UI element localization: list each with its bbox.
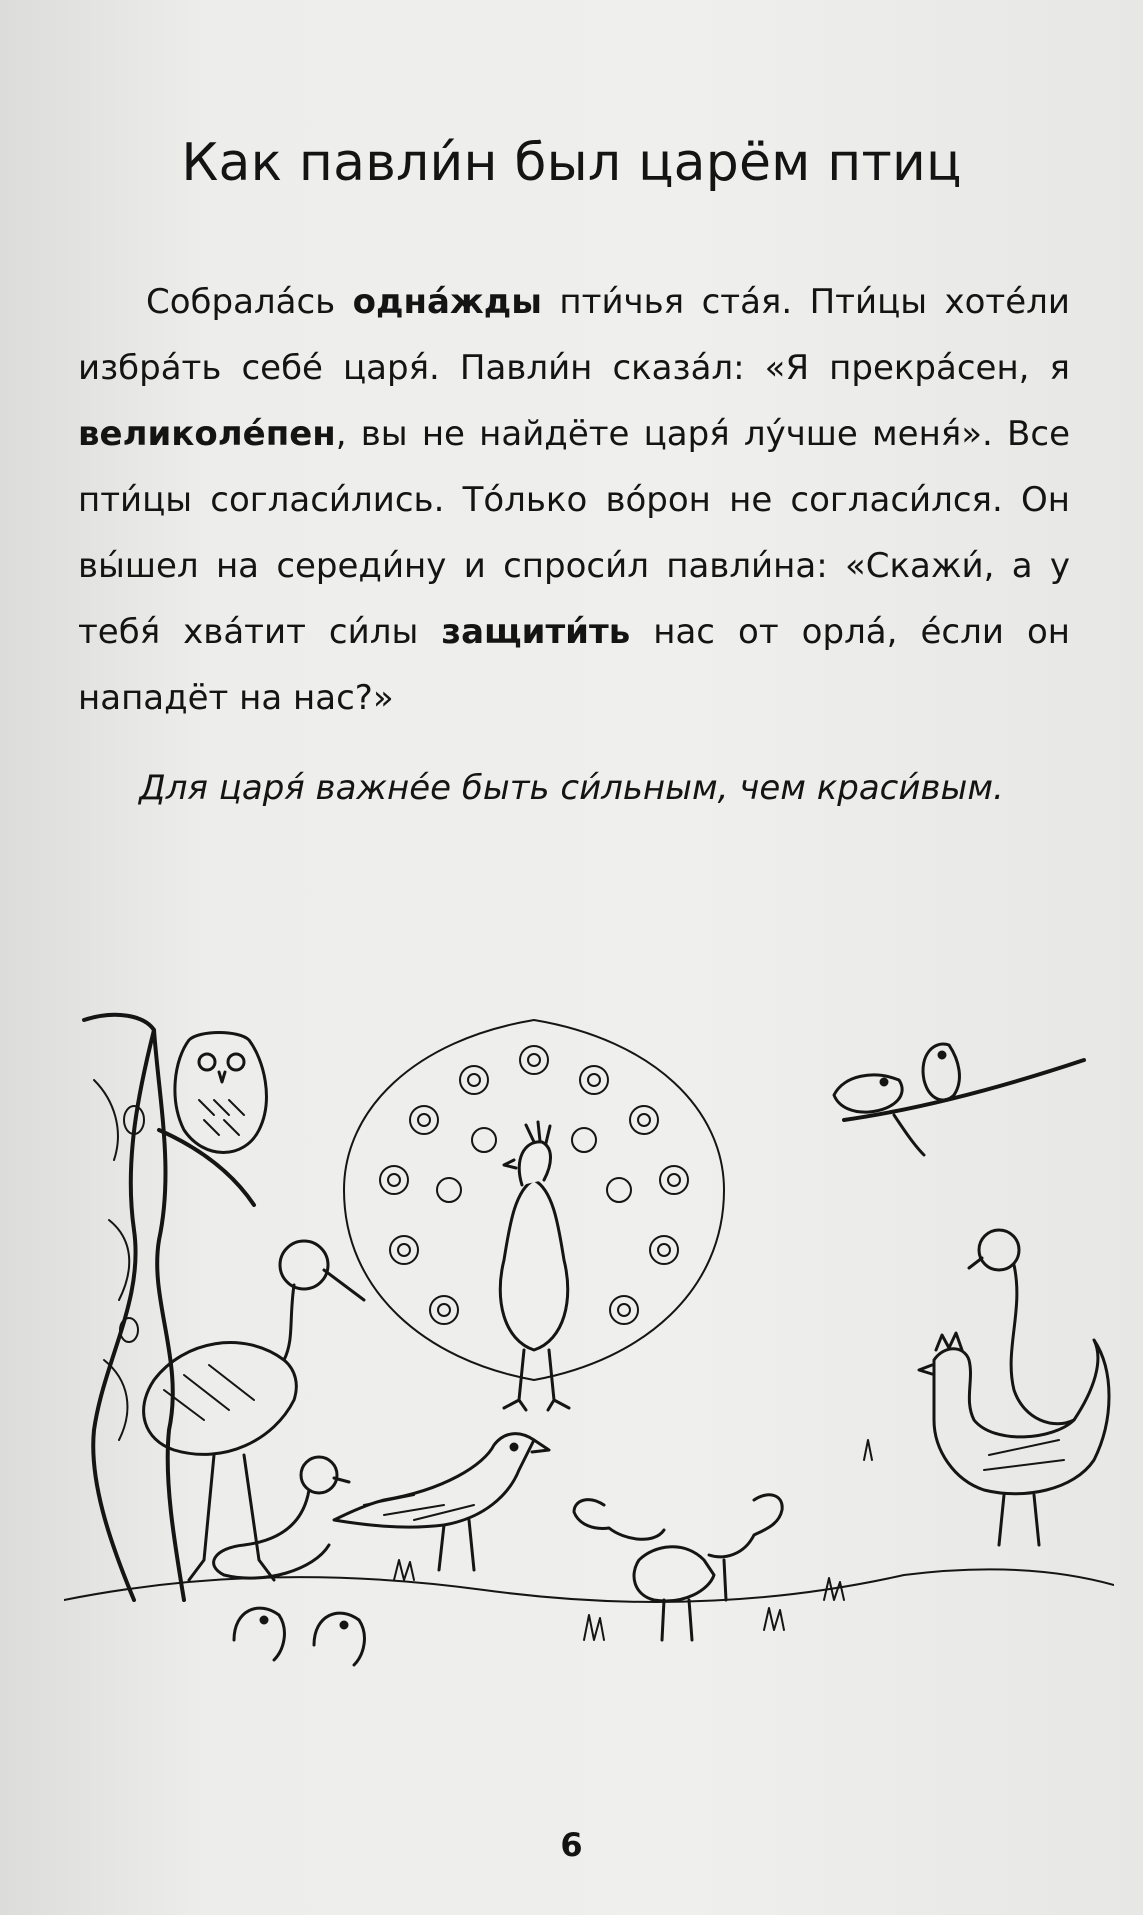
hens bbox=[574, 1495, 782, 1640]
birds-illustration bbox=[64, 1000, 1114, 1680]
paragraph-segment: , вы не найдёте царя́ лу́чше меня́». Все пти́цы согласи́лись. То́лько во́рон не согласи́лся. Он вы́шел на середи́ну и спроси́л павли́на: «Скажи́, а у тебя́ хва́тит си́лы bbox=[78, 414, 1070, 652]
paragraph-segment: Собрала́сь bbox=[146, 282, 353, 322]
story-title: Как павли́н был царём птиц bbox=[181, 132, 962, 193]
rooster bbox=[919, 1333, 1109, 1545]
stork bbox=[144, 1241, 364, 1580]
story-moral: Для царя́ важне́е быть си́льным, чем краси́вым. bbox=[139, 768, 1004, 808]
paragraph-segment-bold: великоле́пен bbox=[78, 414, 336, 454]
story-paragraph bbox=[78, 269, 1070, 731]
paragraph-segment: пти́чья ста́я. Пти́цы хоте́ли избра́ть себе́ царя́. Павли́н сказа́л: «Я прекра́сен, я bbox=[78, 282, 1070, 388]
paragraph-segment-bold: одна́жды bbox=[352, 282, 542, 322]
paragraph-segment: нас от орла́, е́сли он нападёт на нас?» bbox=[78, 612, 1070, 718]
tree-with-owl bbox=[84, 1015, 266, 1600]
goose bbox=[214, 1457, 349, 1578]
page-number: 6 bbox=[560, 1826, 583, 1864]
pigeons-on-branch bbox=[834, 1044, 1084, 1155]
swan bbox=[969, 1230, 1074, 1424]
raven bbox=[334, 1434, 549, 1570]
paragraph-segment-bold: защити́ть bbox=[441, 612, 631, 652]
peacock bbox=[344, 1020, 724, 1410]
chicks bbox=[234, 1608, 364, 1665]
